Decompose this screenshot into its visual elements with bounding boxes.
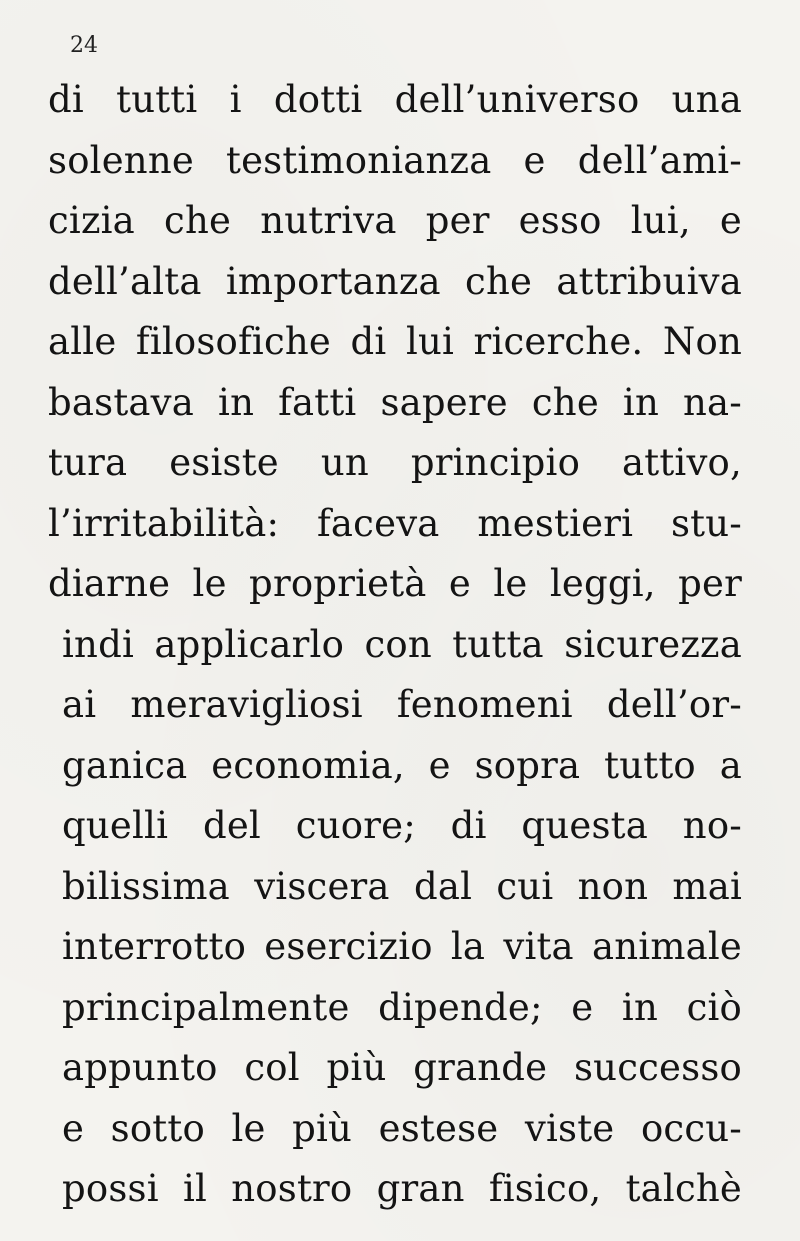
body-text (48, 70, 742, 1220)
text-line: quelli del cuore; di questa no- (62, 804, 742, 847)
text-line: di tutti i dotti dell’universo una (48, 78, 742, 121)
text-line: alle filosofiche di lui ricerche. Non (48, 320, 742, 363)
text-line: bilissima viscera dal cui non mai (62, 864, 742, 908)
text-line: ganica economia, e sopra tutto a (62, 743, 742, 787)
text-line: diarne le proprietà e le leggi, per (48, 562, 742, 605)
text-line: appunto col più grande successo (62, 1046, 742, 1089)
text-line: bastava in fatti sapere che in na- (48, 380, 742, 424)
text-line: possi il nostro gran fisico, talchè (62, 1167, 742, 1210)
text-line: cizia che nutriva per esso lui, e (48, 199, 742, 242)
text-line: ai meravigliosi fenomeni dell’or- (62, 683, 742, 726)
text-line: tura esiste un principio attivo, (48, 441, 742, 484)
text-line: l’irritabilità: faceva mestieri stu- (48, 501, 742, 545)
text-line: dell’alta importanza che attribuiva (48, 259, 742, 303)
text-line: e sotto le più estese viste occu- (62, 1106, 742, 1150)
text-line: principalmente dipende; e in ciò (62, 985, 742, 1029)
page-number: 24 (70, 33, 98, 58)
text-line: interrotto esercizio la vita animale (62, 925, 742, 968)
text-line: solenne testimonianza e dell’ami- (48, 138, 742, 182)
text-line: indi applicarlo con tutta sicurezza (62, 622, 742, 666)
